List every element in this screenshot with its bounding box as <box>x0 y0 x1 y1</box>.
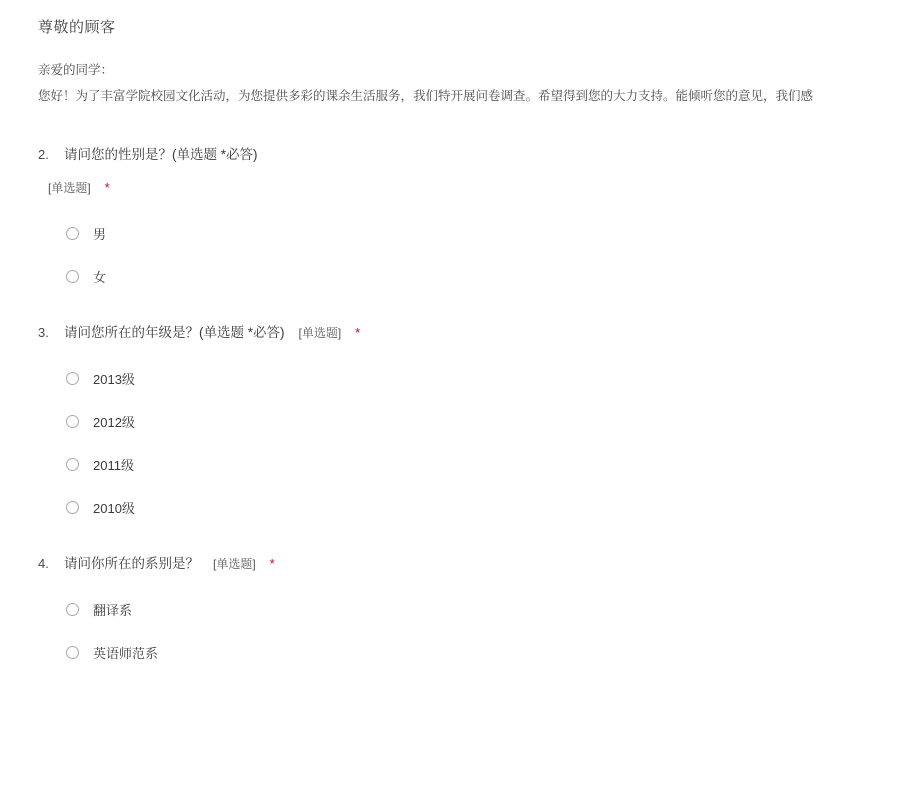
question-number-4: 4. <box>38 556 49 571</box>
option-label: 2013级 <box>93 371 135 387</box>
question-text-2: 请问您的性别是？(单选题 *必答) <box>64 147 258 162</box>
question-meta-2 <box>48 179 900 196</box>
option-item[interactable] <box>66 222 900 244</box>
question-number-2: 2. <box>38 147 49 162</box>
question-text-4: 请问你所在的系别是？ <box>64 556 199 571</box>
radio-icon[interactable] <box>66 646 79 659</box>
option-list-2 <box>66 222 900 287</box>
option-list-3 <box>66 367 900 518</box>
question-block-3 <box>0 321 900 518</box>
question-block-2 <box>0 143 900 287</box>
option-item[interactable] <box>66 641 900 663</box>
question-type-tag-3: [单选题] <box>298 326 342 340</box>
page-left-edge <box>0 0 3 800</box>
question-header-2 <box>38 143 900 163</box>
intro-line-greeting: 亲爱的同学： <box>38 63 114 77</box>
question-required-mark-3: * <box>355 325 361 340</box>
radio-icon[interactable] <box>66 270 79 283</box>
option-item[interactable] <box>66 496 900 518</box>
question-number-3: 3. <box>38 325 49 340</box>
question-required-mark-4: * <box>269 556 275 571</box>
option-item[interactable] <box>66 598 900 620</box>
option-list-4 <box>66 598 900 663</box>
question-type-tag-4: [单选题] <box>213 557 256 571</box>
radio-icon[interactable] <box>66 603 79 616</box>
radio-icon[interactable] <box>66 372 79 385</box>
radio-icon[interactable] <box>66 227 79 240</box>
option-label: 2010级 <box>93 500 135 516</box>
option-label: 女 <box>93 269 107 285</box>
radio-icon[interactable] <box>66 415 79 428</box>
question-block-4 <box>0 552 900 663</box>
intro-line-body: 您好！为了丰富学院校园文化活动，为您提供多彩的课余生活服务，我们特开展问卷调查。希望得到您的大力支持。能倾听您的意见，我们感 <box>38 89 814 103</box>
survey-intro <box>38 57 900 109</box>
option-item[interactable] <box>66 453 900 475</box>
option-label: 2011级 <box>93 457 134 473</box>
option-label: 2012级 <box>93 414 135 430</box>
question-type-tag-2: [单选题] <box>48 181 91 195</box>
option-label: 男 <box>93 226 107 242</box>
option-label: 翻译系 <box>93 602 133 618</box>
radio-icon[interactable] <box>66 458 79 471</box>
option-label: 英语师范系 <box>93 645 159 661</box>
radio-icon[interactable] <box>66 501 79 514</box>
question-header-3 <box>38 321 900 341</box>
option-item[interactable] <box>66 265 900 287</box>
page-title: 尊敬的顾客 <box>38 19 116 36</box>
question-text-3: 请问您所在的年级是？(单选题 *必答) <box>64 325 285 340</box>
question-header-4 <box>38 552 900 572</box>
option-item[interactable] <box>66 367 900 389</box>
option-item[interactable] <box>66 410 900 432</box>
question-required-mark-2: * <box>104 180 110 195</box>
